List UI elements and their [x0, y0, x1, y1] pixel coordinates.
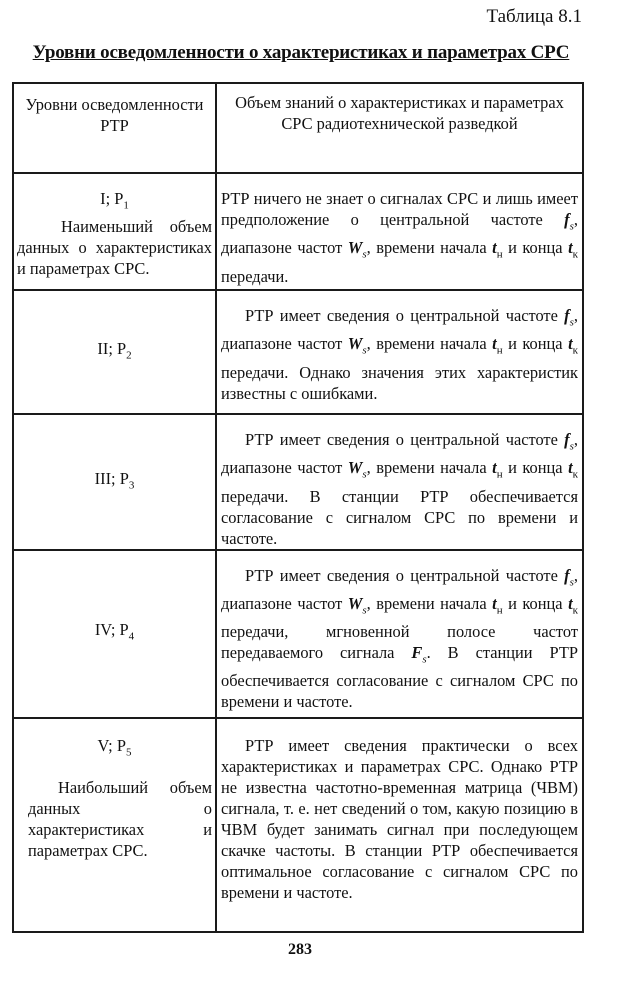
level-label: IV; $P_4$	[94, 620, 135, 643]
header-col1: Уровни осведомленности РТР	[13, 83, 216, 173]
table-label: Таблица 8.1	[486, 6, 582, 27]
knowledge-text: РТР имеет сведения о центральной частоте $f_s$, диапазоне частот $W_s$, времени начала $t_н$ и конца $t_к$ передачи. В станции РТР обеспечивается согласование с сигналом СРС по времени и частоте.	[221, 430, 578, 548]
table-row	[13, 290, 583, 414]
level-cell	[13, 718, 216, 932]
knowledge-text: РТР имеет сведения о центральной частоте $f_s$, диапазоне частот $W_s$, времени начала $t_н$ и конца $t_к$ передачи. Однако значения этих характеристик известны с ошибками.	[221, 306, 578, 403]
knowledge-text: РТР имеет сведения о центральной частоте $f_s$, диапазоне частот $W_s$, времени начала $t_н$ и конца $t_к$ передачи, мгновенной полосе частот передаваемого сигнала $F_s$. В станции РТР обеспечивается согласование с сигналом СРС по времени и частоте.	[221, 565, 578, 712]
knowledge-cell	[216, 290, 583, 414]
level-description: Наименьший объем данных о характеристиках и параметрах СРС.	[17, 217, 212, 279]
table-row	[13, 718, 583, 932]
level-label: V; $P_5$	[97, 735, 132, 758]
level-label: I; $P_1$	[100, 189, 129, 212]
header-col2: Объем знаний о характеристиках и параметрах СРС радиотехнической разведкой	[216, 83, 583, 173]
knowledge-text: РТР имеет сведения практически о всех характеристиках и параметрах СРС. Однако РТР не известна частотно-временная матрица (ЧВМ) сигнала, т. е. нет сведений о том, какую позицию в ЧВМ будет занимать сигнал при последующем скачке частоты. В станции РТР обеспечивается оптимальное согласование с сигналом СРС по времени и частоте.	[221, 735, 578, 902]
level-label: III; $P_3$	[94, 468, 135, 491]
table-row	[13, 550, 583, 718]
knowledge-cell	[216, 718, 583, 932]
table-header-row	[13, 83, 583, 173]
knowledge-cell	[216, 173, 583, 290]
level-description: Наибольший объем данных о характеристиках и параметрах СРС.	[28, 777, 212, 860]
table-row	[13, 173, 583, 290]
level-cell	[13, 173, 216, 290]
level-label: II; $P_2$	[97, 338, 132, 362]
knowledge-text: РТР ничего не знает о сигналах СРС и лишь имеет предположение о центральной частоте $f_s$, диапазоне частот $W_s$, времени начала $t_н$ и конца $t_к$ передачи.	[221, 189, 578, 286]
page-number: 283	[288, 941, 312, 958]
awareness-table	[12, 82, 584, 933]
table-title: Уровни осведомленности о характеристиках и параметрах СРС	[32, 42, 570, 63]
level-cell	[13, 414, 216, 550]
table-row	[13, 414, 583, 550]
knowledge-cell	[216, 414, 583, 550]
level-cell	[13, 290, 216, 414]
level-cell	[13, 550, 216, 718]
knowledge-cell	[216, 550, 583, 718]
